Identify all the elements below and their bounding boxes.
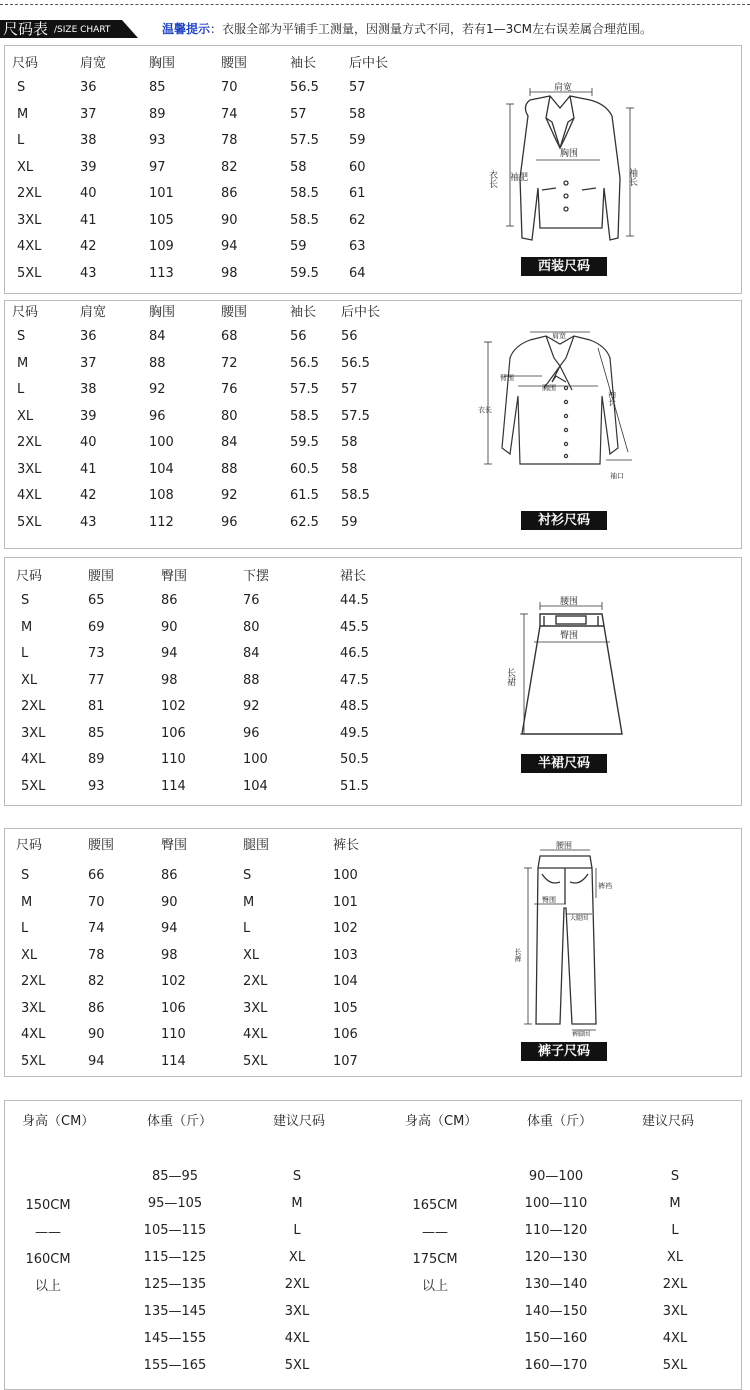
shirt-table-cell: 92 [149, 382, 166, 397]
pants-table-cell: 102 [333, 921, 358, 936]
suggested-size-cell: 2XL [284, 1277, 310, 1292]
suggested-size-cell: 4XL [284, 1331, 310, 1346]
suit-diagram [480, 78, 650, 250]
pants-table-cell: S [21, 868, 30, 883]
shirt-table-cell: 4XL [17, 488, 42, 503]
shirt-table-cell: 58.5 [290, 408, 319, 424]
waist-label: 腰围 [560, 597, 579, 607]
skirt-table-cell: 84 [243, 646, 260, 661]
pants-table-cell: 110 [161, 1027, 186, 1042]
suit-table-cell: 85 [149, 80, 166, 95]
pants-table-cell: 3XL [243, 1000, 268, 1016]
suit-table-cell: 39 [80, 159, 97, 175]
skirt-table-cell: 51.5 [340, 778, 369, 794]
skirt-header-cell: 尺码 [16, 569, 43, 584]
chart-title-en: /SIZE CHART [54, 25, 111, 35]
suit-header-cell: 腰围 [221, 56, 248, 71]
shirt-table-cell: 58 [341, 461, 358, 477]
skirt-table-cell: 85 [88, 725, 105, 741]
shirt-table-cell: 108 [149, 488, 174, 503]
suit-table-cell: M [17, 106, 29, 122]
shirt-table-cell: 84 [149, 329, 166, 344]
hip-label: 臀围 [542, 896, 556, 904]
suit-table-cell: 89 [149, 106, 166, 122]
skirt-table-cell: 106 [161, 725, 186, 741]
height-range-text: 以上 [421, 1279, 448, 1294]
hip-label: 臀围 [560, 631, 579, 641]
suit-table-cell: 86 [221, 186, 238, 201]
skirt-header-cell: 腰围 [88, 569, 115, 584]
shirt-table-cell: 56.5 [341, 355, 370, 371]
pants-table-cell: 114 [161, 1053, 186, 1069]
shirt-header-cell: 尺码 [12, 305, 39, 320]
suit-table-cell: 82 [221, 159, 238, 175]
pants-table-cell: 103 [333, 947, 358, 963]
shirt-header-cell: 肩宽 [80, 305, 107, 320]
shirt-table-cell: 96 [221, 514, 238, 530]
suit-table-cell: 59 [290, 239, 307, 254]
suit-table-cell: 57.5 [290, 133, 319, 148]
height-range-text: 165CM [412, 1198, 458, 1213]
suit-table-cell: 62 [349, 212, 366, 228]
shirt-table-cell: 59.5 [290, 435, 319, 450]
weight-range-cell: 100—110 [524, 1196, 588, 1211]
shirt-table-cell: 36 [80, 329, 97, 344]
skirt-table-cell: 73 [88, 646, 105, 661]
weight-range-cell: 130—140 [524, 1277, 588, 1292]
shirt-table-cell: 92 [221, 488, 238, 503]
weight-range-cell: 120—130 [524, 1250, 588, 1265]
suit-table-cell: 2XL [17, 186, 42, 201]
shirt-table-cell: 41 [80, 461, 97, 477]
skirt-table-cell: M [21, 619, 33, 635]
notice-text: ：衣服全部为平铺手工测量，因测量方式不同，若有1—3CM左右误差属合理范围。 [210, 22, 653, 36]
weight-range-cell: 160—170 [524, 1358, 588, 1373]
length-label: 长裤 [514, 948, 522, 962]
weight-range-cell: 125—135 [143, 1277, 207, 1292]
top-dashed-divider [0, 4, 750, 5]
pants-table-cell: 66 [88, 868, 105, 883]
pants-table-cell: 82 [88, 974, 105, 989]
weight-range-cell: 115—125 [143, 1250, 207, 1265]
skirt-table-cell: 3XL [21, 725, 46, 741]
skirt-table-cell: 86 [161, 593, 178, 608]
skirt-table-cell: 65 [88, 593, 105, 608]
notice-label: 温馨提示 [162, 22, 211, 36]
shirt-table-cell: 88 [149, 355, 166, 371]
suggested-size-cell: XL [288, 1250, 306, 1265]
pants-table-cell: 4XL [21, 1027, 46, 1042]
skirt-table-cell: 93 [88, 778, 105, 794]
suggested-size-cell: 3XL [284, 1304, 310, 1319]
shirt-table-cell: 104 [149, 461, 174, 477]
weight-range-cell: 105—115 [143, 1223, 207, 1238]
shirt-table-cell: 56 [290, 329, 307, 344]
shirt-table-cell: 58.5 [341, 488, 370, 503]
suit-table-cell: 59 [349, 133, 366, 148]
skirt-table-cell: 76 [243, 593, 260, 608]
shoulder-label: 肩宽 [552, 332, 566, 340]
length-label: 衣长 [487, 170, 497, 188]
shirt-table-cell: 72 [221, 355, 238, 371]
skirt-table-cell: 100 [243, 752, 268, 767]
shirt-diagram [470, 328, 650, 488]
waist-label: 腰围 [556, 841, 572, 850]
suggested-size-cell: L [671, 1223, 679, 1238]
pants-table-cell: L [243, 921, 251, 936]
pants-table-cell: 98 [161, 947, 178, 963]
weight-range-cell: 90—100 [528, 1169, 584, 1184]
shirt-table-cell: 61.5 [290, 488, 319, 503]
pants-table-cell: M [21, 894, 33, 910]
suit-table-cell: 42 [80, 239, 97, 254]
shirt-header-cell: 袖长 [290, 305, 317, 320]
shirt-table-cell: 96 [149, 408, 166, 424]
skirt-table-cell: L [21, 646, 29, 661]
weight-range-cell: 155—165 [143, 1358, 207, 1373]
suggested-size-cell: M [669, 1196, 681, 1211]
skirt-table-cell: 50.5 [340, 752, 369, 767]
suit-table-cell: 43 [80, 265, 97, 281]
shirt-table-cell: M [17, 355, 29, 371]
suit-table-cell: 98 [221, 265, 238, 281]
thigh-label: 大腿围 [570, 915, 589, 922]
suit-table-cell: 58.5 [290, 212, 319, 228]
suit-table-cell: 38 [80, 133, 97, 148]
shirt-table-cell: 3XL [17, 461, 42, 477]
suit-table-cell: 57 [290, 106, 307, 122]
suggested-size-cell: 5XL [284, 1358, 310, 1373]
pants-table-cell: 94 [161, 921, 178, 936]
shirt-table-cell: 57.5 [290, 382, 319, 397]
pants-table-cell: 107 [333, 1053, 358, 1069]
height-range-text: 150CM [25, 1198, 71, 1213]
skirt-table-cell: XL [21, 672, 38, 688]
chest-label: 胸围 [542, 384, 556, 392]
shirt-table-cell: 68 [221, 329, 238, 344]
shirt-caption: 衬衫尺码 [521, 511, 607, 530]
shirt-table-cell: XL [17, 408, 34, 424]
shirt-table-cell: 59 [341, 514, 358, 530]
suit-table-cell: 60 [349, 159, 366, 175]
suit-table-cell: 4XL [17, 239, 42, 254]
shirt-table-cell: L [17, 382, 25, 397]
suit-table-cell: 3XL [17, 212, 42, 228]
length-label: 长裙 [505, 668, 515, 686]
suit-header-cell: 肩宽 [80, 56, 107, 71]
pants-header-cell: 腰围 [88, 838, 115, 853]
chart-title: 尺码表 [3, 20, 49, 38]
shirt-table-cell: 57 [341, 382, 358, 397]
shirt-table-cell: 38 [80, 382, 97, 397]
pants-table-cell: 104 [333, 974, 358, 989]
height-range-text: —— [35, 1225, 61, 1240]
weight-range-cell: 140—150 [524, 1304, 588, 1319]
suit-table-cell: XL [17, 159, 34, 175]
pants-table-cell: 100 [333, 868, 358, 883]
weight-range-cell: 145—155 [143, 1331, 207, 1346]
pants-size-panel [4, 828, 742, 1077]
shirt-table-cell: 56.5 [290, 355, 319, 371]
suit-table-cell: 41 [80, 212, 97, 228]
weight-range-cell: 135—145 [143, 1304, 207, 1319]
suit-table-cell: 74 [221, 106, 238, 122]
suggested-size-cell: S [292, 1169, 302, 1184]
pants-table-cell: XL [243, 947, 260, 963]
shoulder-label: 肩宽 [554, 83, 573, 93]
skirt-table-cell: 102 [161, 699, 186, 714]
weight-range-cell: 150—160 [524, 1331, 588, 1346]
shirt-table-cell: 112 [149, 514, 174, 530]
suit-table-cell: 109 [149, 239, 174, 254]
shirt-table-cell: 39 [80, 408, 97, 424]
shirt-table-cell: 42 [80, 488, 97, 503]
skirt-table-cell: 4XL [21, 752, 46, 767]
skirt-header-cell: 裙长 [340, 569, 367, 584]
length-label: 衣长 [478, 406, 492, 414]
pants-table-cell: 101 [333, 894, 358, 910]
skirt-header-cell: 臀围 [161, 569, 188, 584]
suit-table-cell: 97 [149, 159, 166, 175]
pants-caption: 裤子尺码 [521, 1042, 607, 1061]
suit-table-cell: S [17, 80, 26, 95]
suit-caption: 西装尺码 [521, 257, 607, 276]
skirt-table-cell: 114 [161, 778, 186, 794]
suit-table-cell: 78 [221, 133, 238, 148]
skirt-header-cell: 下摆 [243, 569, 270, 584]
suit-table-cell: 105 [149, 212, 174, 228]
suggested-size-cell: 5XL [662, 1358, 688, 1373]
sleeve-width-label: 袖肥 [510, 173, 529, 183]
suit-table-cell: 40 [80, 186, 97, 201]
suggested-size-cell: 4XL [662, 1331, 688, 1346]
pants-table-cell: 74 [88, 921, 105, 936]
height-range-text: 以上 [34, 1279, 61, 1294]
sleeve-width-label: 臂围 [500, 374, 514, 382]
shirt-table-cell: 84 [221, 435, 238, 450]
pants-table-cell: 94 [88, 1053, 105, 1069]
suggested-size-cell: L [293, 1223, 301, 1238]
pants-table-cell: L [21, 921, 29, 936]
skirt-table-cell: S [21, 593, 30, 608]
skirt-table-cell: 47.5 [340, 672, 369, 688]
suit-table-cell: 101 [149, 186, 174, 201]
pants-table-cell: 106 [333, 1027, 358, 1042]
shirt-table-cell: 60.5 [290, 461, 319, 477]
suggested-size-cell: S [670, 1169, 680, 1184]
suit-table-cell: 61 [349, 186, 366, 201]
skirt-table-cell: 92 [243, 699, 260, 714]
shirt-table-cell: 2XL [17, 435, 42, 450]
pants-table-cell: 90 [161, 894, 178, 910]
suggested-size-cell: 2XL [662, 1277, 688, 1292]
suit-header-cell: 后中长 [349, 56, 389, 71]
pants-table-cell: 5XL [21, 1053, 46, 1069]
pants-diagram [510, 838, 630, 1038]
weight-range-cell: 95—105 [147, 1196, 203, 1211]
skirt-table-cell: 81 [88, 699, 105, 714]
pants-table-cell: 3XL [21, 1000, 46, 1016]
suit-table-cell: 63 [349, 239, 366, 254]
suit-table-cell: 58.5 [290, 186, 319, 201]
hem-label: 裤脚围 [572, 1031, 591, 1038]
skirt-table-cell: 94 [161, 646, 178, 661]
skirt-table-cell: 44.5 [340, 593, 369, 608]
shirt-table-cell: 58 [341, 435, 358, 450]
skirt-caption: 半裙尺码 [521, 754, 607, 773]
suit-table-cell: 57 [349, 80, 366, 95]
height-range-text: 175CM [412, 1252, 458, 1267]
pants-table-cell: XL [21, 947, 38, 963]
suit-header-cell: 尺码 [12, 56, 39, 71]
shirt-table-cell: 56 [341, 329, 358, 344]
shirt-table-cell: 100 [149, 435, 174, 450]
cuff-label: 袖口 [610, 472, 624, 480]
shirt-table-cell: 40 [80, 435, 97, 450]
skirt-table-cell: 98 [161, 672, 178, 688]
pants-table-cell: 86 [88, 1000, 105, 1016]
shirt-table-cell: S [17, 329, 26, 344]
suggested-size-cell: 3XL [662, 1304, 688, 1319]
sleeve-label: 袖长 [627, 168, 637, 186]
suit-header-cell: 胸围 [149, 56, 176, 71]
pants-table-cell: S [243, 868, 252, 883]
skirt-table-cell: 45.5 [340, 619, 369, 635]
suit-table-cell: 36 [80, 80, 97, 95]
shirt-table-cell: 57.5 [341, 408, 370, 424]
pants-header-cell: 臀围 [161, 838, 188, 853]
skirt-table-cell: 89 [88, 752, 105, 767]
shirt-table-cell: 43 [80, 514, 97, 530]
suit-table-cell: 113 [149, 265, 174, 281]
suggested-size-cell: XL [666, 1250, 684, 1265]
suit-table-cell: 37 [80, 106, 97, 122]
shirt-table-cell: 76 [221, 382, 238, 397]
recommend-header-cell: 建议尺码 [642, 1114, 695, 1129]
pants-table-cell: 102 [161, 974, 186, 989]
recommend-header-cell: 身高（CM） [405, 1114, 478, 1129]
notice [162, 20, 652, 38]
skirt-table-cell: 2XL [21, 699, 46, 714]
pants-table-cell: 2XL [243, 974, 268, 989]
rise-label: 裤裆 [598, 882, 612, 890]
skirt-table-cell: 48.5 [340, 699, 369, 714]
suit-table-cell: 90 [221, 212, 238, 228]
pants-table-cell: 5XL [243, 1053, 268, 1069]
skirt-table-cell: 77 [88, 672, 105, 688]
skirt-table-cell: 96 [243, 725, 260, 741]
recommend-header-cell: 建议尺码 [273, 1114, 326, 1129]
suggested-size-cell: M [291, 1196, 303, 1211]
skirt-size-panel [4, 557, 742, 806]
skirt-table-cell: 80 [243, 619, 260, 635]
suit-table-cell: 94 [221, 239, 238, 254]
suit-header-cell: 袖长 [290, 56, 317, 71]
skirt-table-cell: 5XL [21, 778, 46, 794]
shirt-header-cell: 腰围 [221, 305, 248, 320]
suit-table-cell: L [17, 133, 25, 148]
suit-table-cell: 70 [221, 80, 238, 95]
skirt-table-cell: 110 [161, 752, 186, 767]
suit-table-cell: 59.5 [290, 265, 319, 281]
pants-table-cell: 90 [88, 1027, 105, 1042]
shirt-header-cell: 胸围 [149, 305, 176, 320]
shirt-table-cell: 37 [80, 355, 97, 371]
suit-table-cell: 64 [349, 265, 366, 281]
size-recommendation-panel [4, 1100, 742, 1390]
pants-table-cell: 2XL [21, 974, 46, 989]
suit-table-cell: 58 [290, 159, 307, 175]
shirt-header-cell: 后中长 [341, 305, 381, 320]
pants-table-cell: 70 [88, 894, 105, 910]
pants-header-cell: 尺码 [16, 838, 43, 853]
skirt-table-cell: 49.5 [340, 725, 369, 741]
pants-table-cell: 86 [161, 868, 178, 883]
suit-table-cell: 5XL [17, 265, 42, 281]
skirt-diagram [500, 592, 630, 744]
recommend-header-cell: 体重（斤） [147, 1114, 213, 1129]
suit-table-cell: 58 [349, 106, 366, 122]
skirt-table-cell: 88 [243, 672, 260, 688]
pants-table-cell: 106 [161, 1000, 186, 1016]
sleeve-label: 袖长 [607, 390, 617, 406]
skirt-table-cell: 46.5 [340, 646, 369, 661]
height-range-text: 160CM [25, 1252, 71, 1267]
pants-header-cell: 腿围 [243, 838, 270, 853]
pants-table-cell: 4XL [243, 1027, 268, 1042]
shirt-table-cell: 62.5 [290, 514, 319, 530]
skirt-table-cell: 69 [88, 619, 105, 635]
pants-table-cell: 78 [88, 947, 105, 963]
weight-range-cell: 85—95 [151, 1169, 199, 1184]
chest-label: 胸围 [560, 149, 579, 159]
weight-range-cell: 110—120 [524, 1223, 588, 1238]
shirt-table-cell: 88 [221, 461, 238, 477]
pants-table-cell: M [243, 894, 255, 910]
pants-table-cell: 105 [333, 1000, 358, 1016]
shirt-table-cell: 5XL [17, 514, 42, 530]
height-range-text: —— [422, 1225, 448, 1240]
shirt-table-cell: 80 [221, 408, 238, 424]
suit-table-cell: 56.5 [290, 80, 319, 95]
skirt-table-cell: 104 [243, 778, 268, 794]
skirt-table-cell: 90 [161, 619, 178, 635]
recommend-header-cell: 身高（CM） [22, 1114, 95, 1129]
pants-header-cell: 裤长 [333, 838, 360, 853]
suit-table-cell: 93 [149, 133, 166, 148]
recommend-header-cell: 体重（斤） [527, 1114, 593, 1129]
